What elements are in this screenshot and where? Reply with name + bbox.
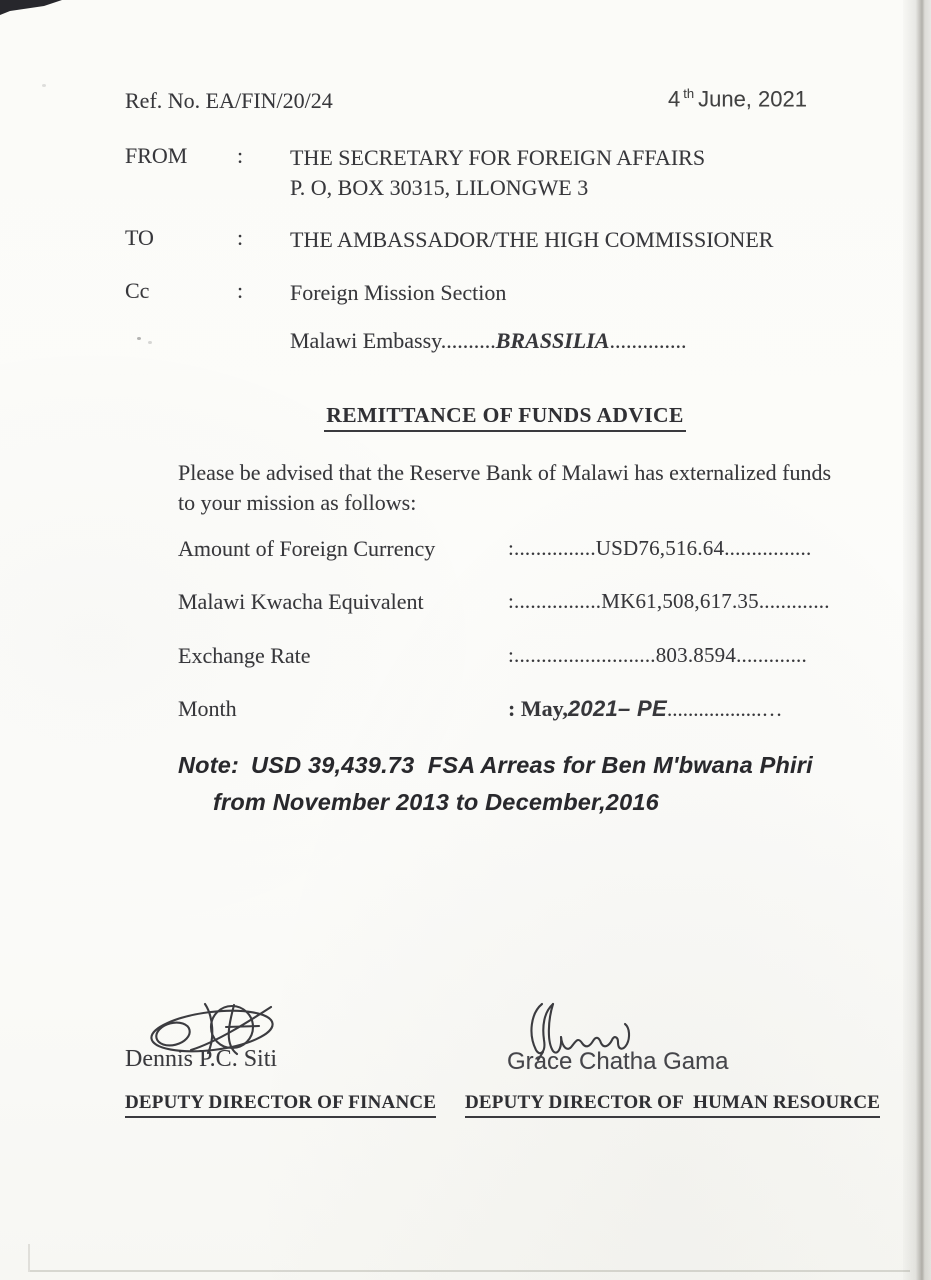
to-line1: THE AMBASSADOR/THE HIGH COMMISSIONER [290, 227, 774, 252]
scan-speck [137, 337, 141, 340]
letter-date [668, 86, 807, 112]
reference-number: Ref. No. EA/FIN/20/24 [125, 88, 333, 113]
cc-line1: Foreign Mission Section [290, 280, 507, 305]
kwacha-label: Malawi Kwacha Equivalent [178, 589, 424, 614]
exchange-rate-value: :..........................803.8594............. [508, 643, 807, 667]
date-day: 4 [668, 86, 681, 112]
from-colon: : [237, 143, 244, 168]
document-title: REMITTANCE OF FUNDS ADVICE [324, 403, 685, 432]
kwacha-value: :................MK61,508,617.35............. [508, 589, 830, 613]
cc-colon: : [237, 278, 244, 303]
scan-speck [42, 84, 46, 87]
month-dots: ..................… [666, 697, 783, 721]
to-colon: : [237, 225, 244, 250]
embassy-prefix: Malawi Embassy [290, 328, 441, 353]
embassy-name: BRASSILIA [495, 328, 610, 353]
date-ordinal-suffix: th [683, 86, 695, 101]
scan-bottom-edge-line [30, 1270, 910, 1272]
scan-corner-artifact [0, 0, 70, 18]
intro-line1: Please be advised that the Reserve Bank of Malawi has externalized funds [178, 460, 832, 485]
from-label: FROM [125, 143, 188, 168]
embassy-dots-after: .............. [609, 328, 687, 353]
month-period: 2021– PE [567, 696, 667, 721]
to-label: TO [125, 225, 154, 250]
month-prefix: : May, [508, 696, 568, 721]
embassy-dots-before: .......... [440, 328, 496, 353]
note-line1 [178, 752, 813, 779]
cc-label: Cc [125, 278, 150, 303]
from-line2: P. O, BOX 30315, LILONGWE 3 [290, 175, 589, 200]
signatory-title-left: DEPUTY DIRECTOR OF FINANCE [125, 1092, 436, 1118]
intro-line2: to your mission as follows: [178, 489, 417, 515]
scan-right-edge-shadow [903, 0, 931, 1280]
note-text1: USD 39,439.73 FSA Arreas for Ben M'bwana Phiri [251, 752, 813, 778]
signatory-name-left: Dennis P.C. Siti [125, 1046, 278, 1072]
signatory-title-right: DEPUTY DIRECTOR OF HUMAN RESOURCE [465, 1092, 880, 1118]
amount-value: :...............USD76,516.64................ [508, 536, 812, 560]
month-value [508, 696, 782, 722]
month-label: Month [178, 696, 237, 721]
note-label: Note: [178, 752, 240, 778]
title-row [125, 403, 885, 432]
intro-paragraph [178, 458, 893, 517]
scan-speck [148, 341, 152, 344]
signatory-name-right: Grace Chatha Gama [507, 1048, 729, 1075]
amount-label: Amount of Foreign Currency [178, 536, 436, 561]
scan-bottom-left-edge-line [28, 1244, 30, 1272]
from-line1: THE SECRETARY FOR FOREIGN AFFAIRS [290, 145, 706, 170]
exchange-rate-label: Exchange Rate [178, 643, 311, 668]
from-address [290, 143, 705, 203]
date-rest: June, 2021 [698, 86, 807, 112]
embassy-line [290, 328, 686, 354]
note-line2: from November 2013 to December,2016 [213, 789, 659, 815]
